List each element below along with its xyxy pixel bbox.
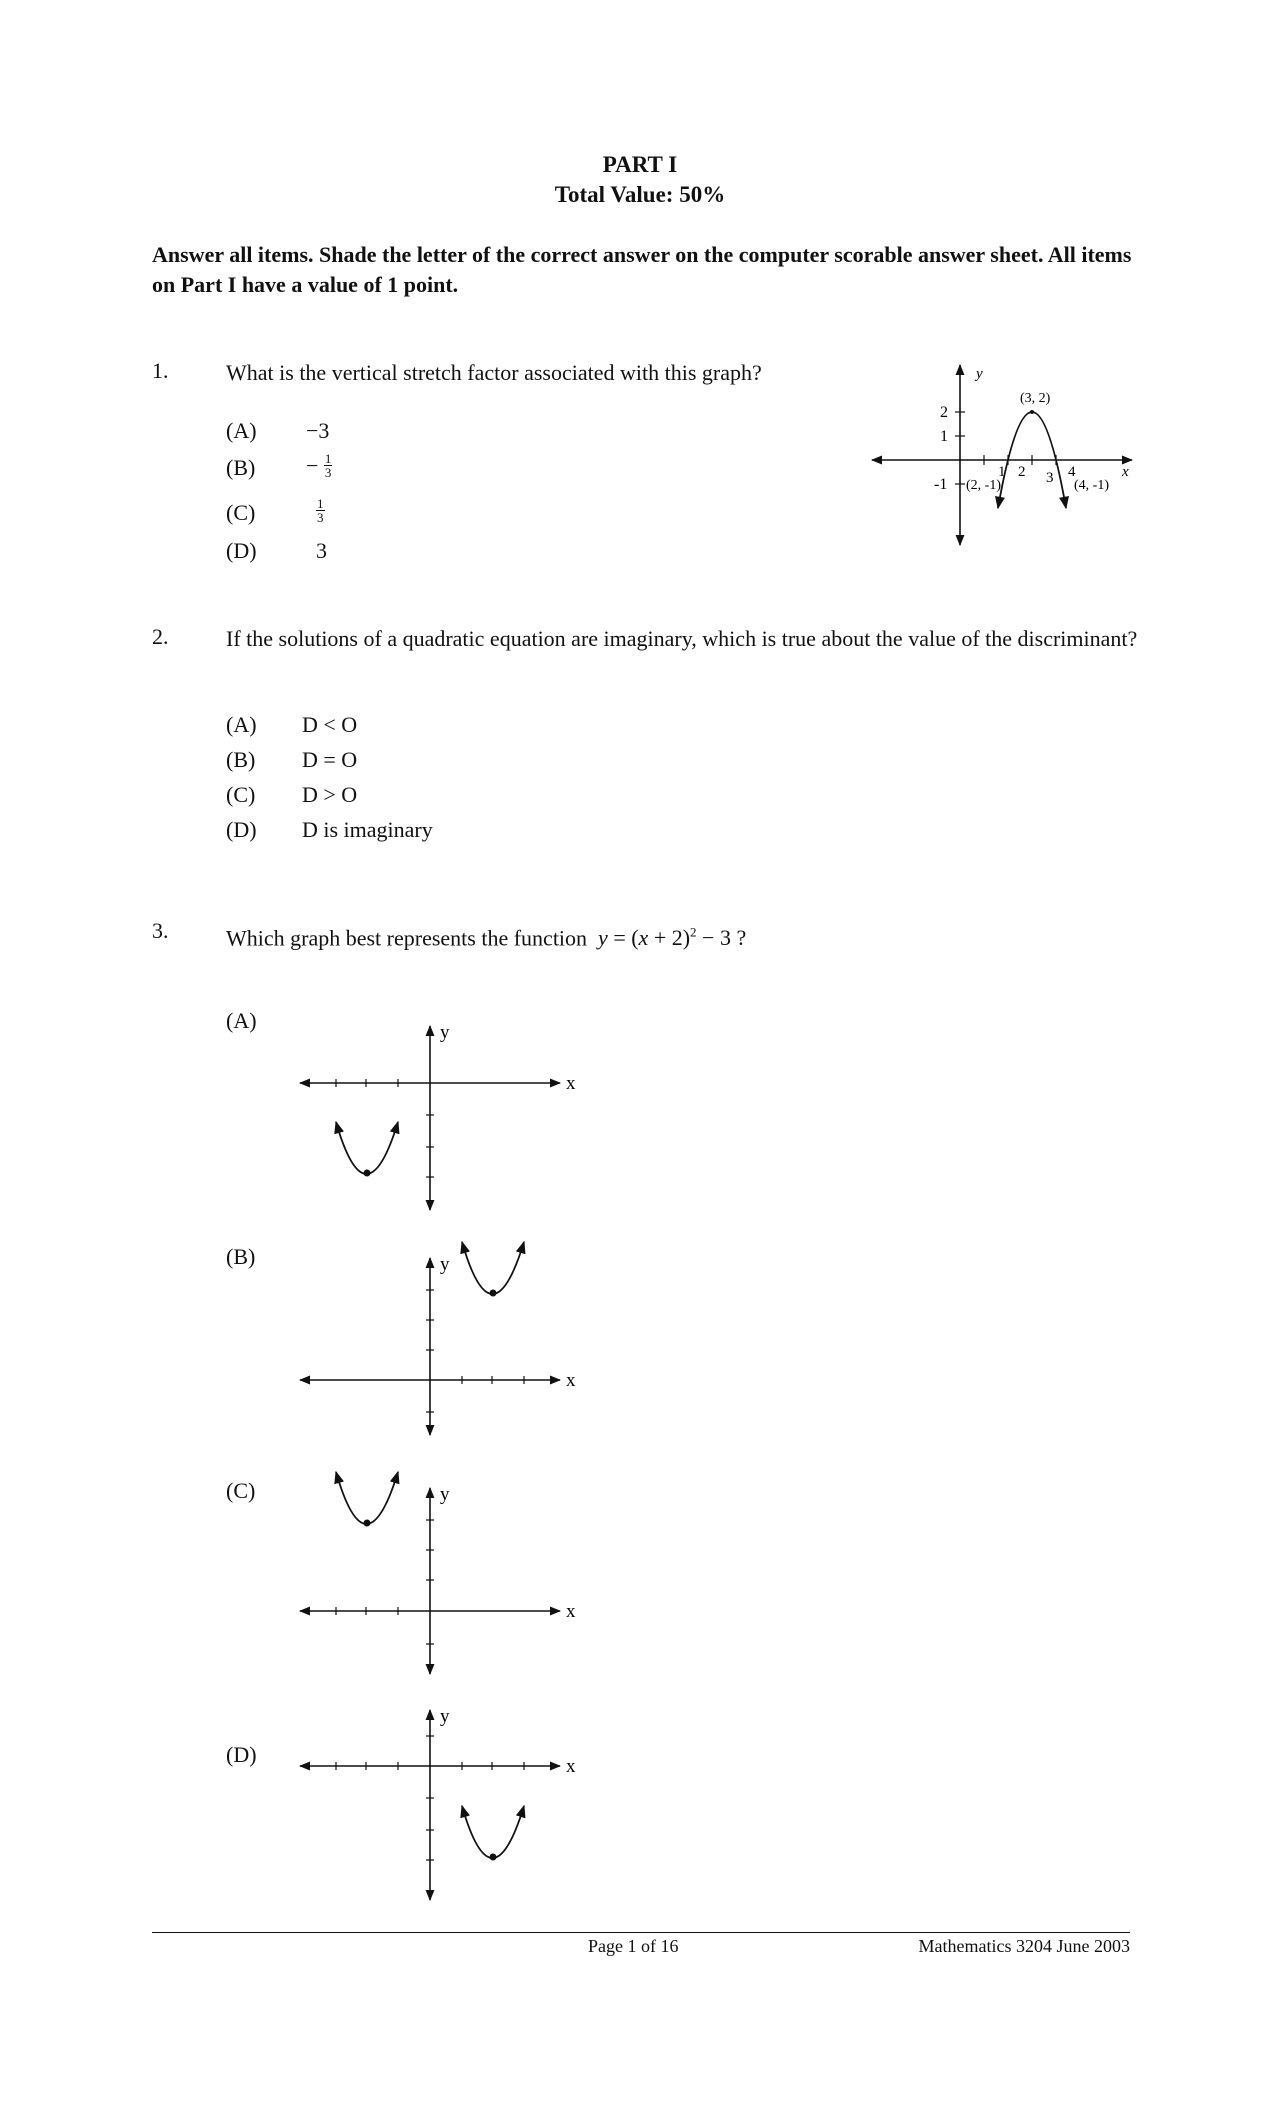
- q3-option-a-letter: (A): [226, 1008, 257, 1033]
- q2-text: If the solutions of a quadratic equation are imaginary, which is true about the value of the discriminant?: [226, 626, 1138, 651]
- q3a-y-label: y: [440, 1022, 450, 1043]
- q1-option-b-value: − $\frac{1}{3}$: [306, 451, 332, 481]
- q1-y-label: y: [976, 366, 983, 382]
- q1-option-d-value: 3: [316, 538, 327, 563]
- q1-parabola-graph: [870, 360, 1140, 550]
- q1-option-b-letter: (B): [226, 455, 256, 480]
- q3b-y-label: y: [440, 1254, 450, 1275]
- q1-option-a-letter: (A): [226, 418, 257, 443]
- q1-point-right: (4, -1): [1074, 478, 1109, 493]
- q1-text: What is the vertical stretch factor associated with this graph?: [226, 360, 762, 385]
- q1-x-label: x: [1122, 464, 1129, 480]
- q3c-y-label: y: [440, 1484, 450, 1505]
- q3-graph-b: [280, 1230, 600, 1440]
- course-name: Mathematics 3204 June 2003: [918, 1936, 1130, 1956]
- q3-formula: $y = (x + 2)^2 - 3$ ?: [598, 925, 747, 951]
- q1-point-left: (2, -1): [966, 478, 1001, 493]
- page-number: Page 1 of 16: [588, 1936, 679, 1956]
- q3-graph-c: [280, 1460, 600, 1680]
- q3-option-c-letter: (C): [226, 1478, 256, 1503]
- q1-option-a-value: −3: [306, 418, 330, 443]
- q1-label-1: 1: [940, 428, 948, 445]
- q2-option-d-value: D is imaginary: [302, 817, 433, 842]
- q3-graph-a: [280, 1010, 600, 1220]
- q1-number: 1.: [152, 358, 169, 383]
- instructions: Answer all items. Shade the letter of the correct answer on the computer scorable answer sheet. All items on Part I have a value of 1 point.: [152, 242, 1132, 297]
- q2-option-b-value: D = O: [302, 747, 358, 772]
- q1-label-neg1: -1: [934, 476, 948, 493]
- q1-xlabel-1: 1: [998, 464, 1006, 480]
- q3b-x-label: x: [566, 1370, 576, 1391]
- q2-option-c-value: D > O: [302, 782, 358, 807]
- q1-option-d-letter: (D): [226, 538, 257, 563]
- q3-option-b-letter: (B): [226, 1244, 256, 1269]
- q1-label-2: 2: [940, 404, 948, 421]
- q2-number: 2.: [152, 624, 169, 649]
- q1-xlabel-4: 4: [1068, 464, 1076, 480]
- q2-option-b-letter: (B): [226, 747, 256, 772]
- part-title: PART I: [602, 152, 678, 177]
- q2-option-a-value: D < O: [302, 712, 358, 737]
- q3a-x-label: x: [566, 1073, 576, 1094]
- q2-option-d-letter: (D): [226, 817, 257, 842]
- q2-option-c-letter: (C): [226, 782, 256, 807]
- footer-rule: [152, 1932, 1130, 1933]
- q3-graph-d: [280, 1700, 600, 1910]
- q3-text: Which graph best represents the function $y = (x + 2)^2 - 3$ ?: [226, 925, 747, 951]
- q1-point-vertex: (3, 2): [1020, 391, 1051, 406]
- q3d-y-label: y: [440, 1706, 450, 1727]
- q1-xlabel-3: 3: [1046, 470, 1054, 486]
- q3d-x-label: x: [566, 1756, 576, 1777]
- q1-xlabel-2: 2: [1018, 464, 1026, 480]
- q3-number: 3.: [152, 918, 169, 943]
- total-value: Total Value: 50%: [554, 182, 726, 207]
- q1-option-c-letter: (C): [226, 500, 256, 525]
- q1-option-c-value: $\frac{1}{3}$: [317, 496, 324, 526]
- q3c-x-label: x: [566, 1601, 576, 1622]
- q2-option-a-letter: (A): [226, 712, 257, 737]
- q3-option-d-letter: (D): [226, 1742, 257, 1767]
